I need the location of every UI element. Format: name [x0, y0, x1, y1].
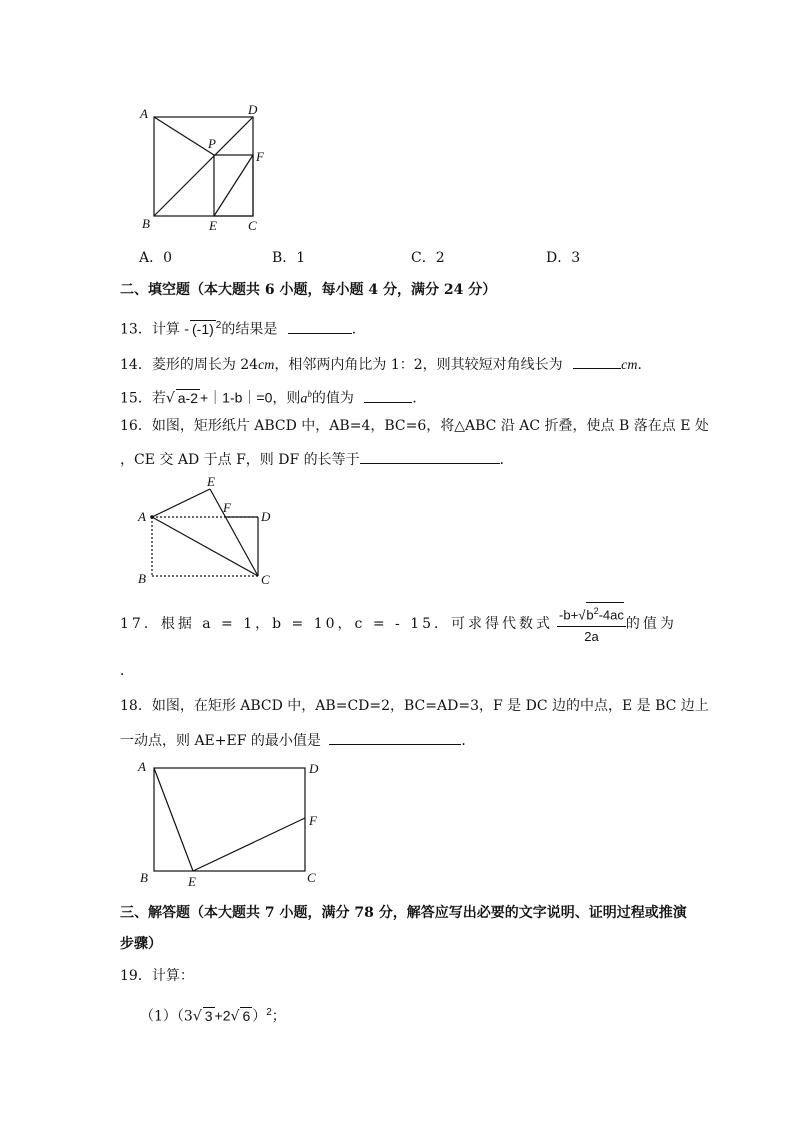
q12-option-a[interactable]: A．0: [139, 250, 173, 266]
q19-close: ）: [252, 1008, 267, 1025]
q18-line2-wrap: [120, 730, 475, 750]
q19-part1-prefix: （1）（3: [140, 1008, 193, 1025]
q18-line2: 一动点，则 AE+EF 的最小值是: [120, 733, 321, 749]
q13: 13．计算 - (-1) $^2$的结果是 ．: [120, 320, 366, 338]
q16-label-c: C: [261, 572, 270, 587]
q18-label-c: C: [307, 870, 316, 885]
q15-answer-blank[interactable]: [364, 388, 412, 403]
q12-option-c[interactable]: C．2: [411, 250, 445, 266]
q13-answer-blank[interactable]: [288, 319, 352, 334]
q17-num-radicand: b: [586, 607, 594, 623]
q16-line2-wrap: [120, 449, 514, 469]
q15-end: ．: [412, 390, 427, 407]
q16-end: ．: [499, 452, 514, 468]
q15-ab-exp: b: [307, 389, 312, 399]
q18-label-a: A: [138, 759, 146, 774]
q16-figure: [130, 472, 280, 590]
q18-end: ．: [461, 733, 476, 749]
q14-text2: ，相邻两内角比为 1：2，则其较短对角线长为: [274, 357, 563, 373]
q16-label-e: E: [207, 474, 215, 489]
q19-radicand2: 6: [242, 1007, 251, 1024]
q14-unit1: cm: [258, 358, 275, 373]
q15-sqrt: [176, 389, 200, 406]
q17-num-exp: 2: [593, 606, 599, 617]
q16-label-a: A: [138, 509, 146, 524]
q17-text: 17．根据 a = 1，b = 10，c = - 15．可求得代数式: [120, 616, 554, 632]
q12-figure: [130, 100, 280, 240]
q14-answer-blank[interactable]: [573, 354, 621, 369]
q16-line1: 16．如图，矩形纸片 ABCD 中，AB=4，BC=6，将△ABC 沿 AC 折叠，使点 B 落在点 E 处: [120, 418, 709, 434]
q14-end: ．: [637, 357, 652, 373]
q16-answer-blank[interactable]: [360, 449, 500, 464]
q19-exp: 2: [266, 1007, 272, 1018]
q19-part1: （1）（3√ 3 +2√ 6 ）$^2$；: [140, 1007, 286, 1025]
q18-label-f: F: [309, 813, 317, 828]
q14: [120, 354, 651, 375]
q15-mid: +｜1-b｜=0，则: [199, 389, 301, 406]
q17: [120, 604, 677, 644]
q15: 15．若√ a-2 +｜1-b｜=0，则$a^b$的值为 ．: [120, 389, 427, 407]
q18-label-b: B: [140, 870, 148, 885]
q12-label-f: F: [256, 149, 264, 164]
q13-sqrt: [190, 320, 216, 337]
q17-den: 2a: [584, 628, 599, 644]
q16-label-b: B: [138, 571, 146, 586]
q16-line2: ，CE 交 AD 于点 F，则 DF 的长等于: [120, 452, 360, 468]
q15-prefix: 15．若: [120, 390, 166, 407]
q16-label-f: F: [223, 500, 231, 515]
q12-option-b[interactable]: B．1: [272, 250, 306, 266]
q18-answer-blank[interactable]: [329, 730, 461, 745]
q13-prefix: 13．计算 -: [120, 321, 189, 338]
q17-fraction: $\frac{-b+√b^2-4ac}{2a}$: [557, 602, 626, 645]
q12-label-e: E: [209, 218, 217, 233]
q12-label-a: A: [140, 106, 148, 121]
q14-unit2: cm: [621, 358, 638, 373]
q17-suffix: 的值为: [625, 616, 677, 632]
section3-line2: 步骤）: [120, 936, 162, 952]
q18-label-e: E: [188, 874, 196, 889]
q17-line2: ．: [120, 663, 134, 679]
q15-ab-base: a: [300, 391, 308, 407]
q13-radicand: (-1): [192, 320, 214, 337]
q19-end: ；: [271, 1008, 286, 1025]
q15-suffix: 的值为: [311, 390, 354, 407]
q15-radicand: a-2: [177, 389, 198, 406]
q12-option-d[interactable]: D．3: [546, 250, 581, 266]
q17-num-prefix: -b+: [559, 607, 579, 623]
q12-label-d: D: [248, 102, 258, 117]
q12-label-c: C: [248, 218, 257, 233]
q18-label-d: D: [309, 761, 319, 776]
q19-title: 19．计算：: [120, 968, 194, 984]
section2-title: 二、填空题（本大题共 6 小题，每小题 4 分，满分 24 分）: [120, 282, 497, 298]
section3-line1: 三、解答题（本大题共 7 小题，满分 78 分，解答应写出必要的文字说明、证明过程或推演: [120, 905, 687, 921]
q19-radicand1: 3: [204, 1007, 213, 1024]
q16-label-d: D: [261, 509, 271, 524]
q17-num-rest: -4ac: [598, 607, 624, 623]
q13-suffix: 的结果是: [221, 321, 278, 338]
q18-line1: 18．如图，在矩形 ABCD 中，AB=CD=2，BC=AD=3，F 是 DC 边的中点，E 是 BC 边上: [120, 698, 709, 714]
q19-mid: +2: [214, 1007, 231, 1024]
q18-figure: [130, 755, 330, 890]
q12-label-p: P: [208, 136, 216, 151]
q12-label-b: B: [142, 216, 150, 231]
q13-exp: 2: [215, 320, 222, 331]
q14-text: 14．菱形的周长为 24: [120, 357, 259, 373]
